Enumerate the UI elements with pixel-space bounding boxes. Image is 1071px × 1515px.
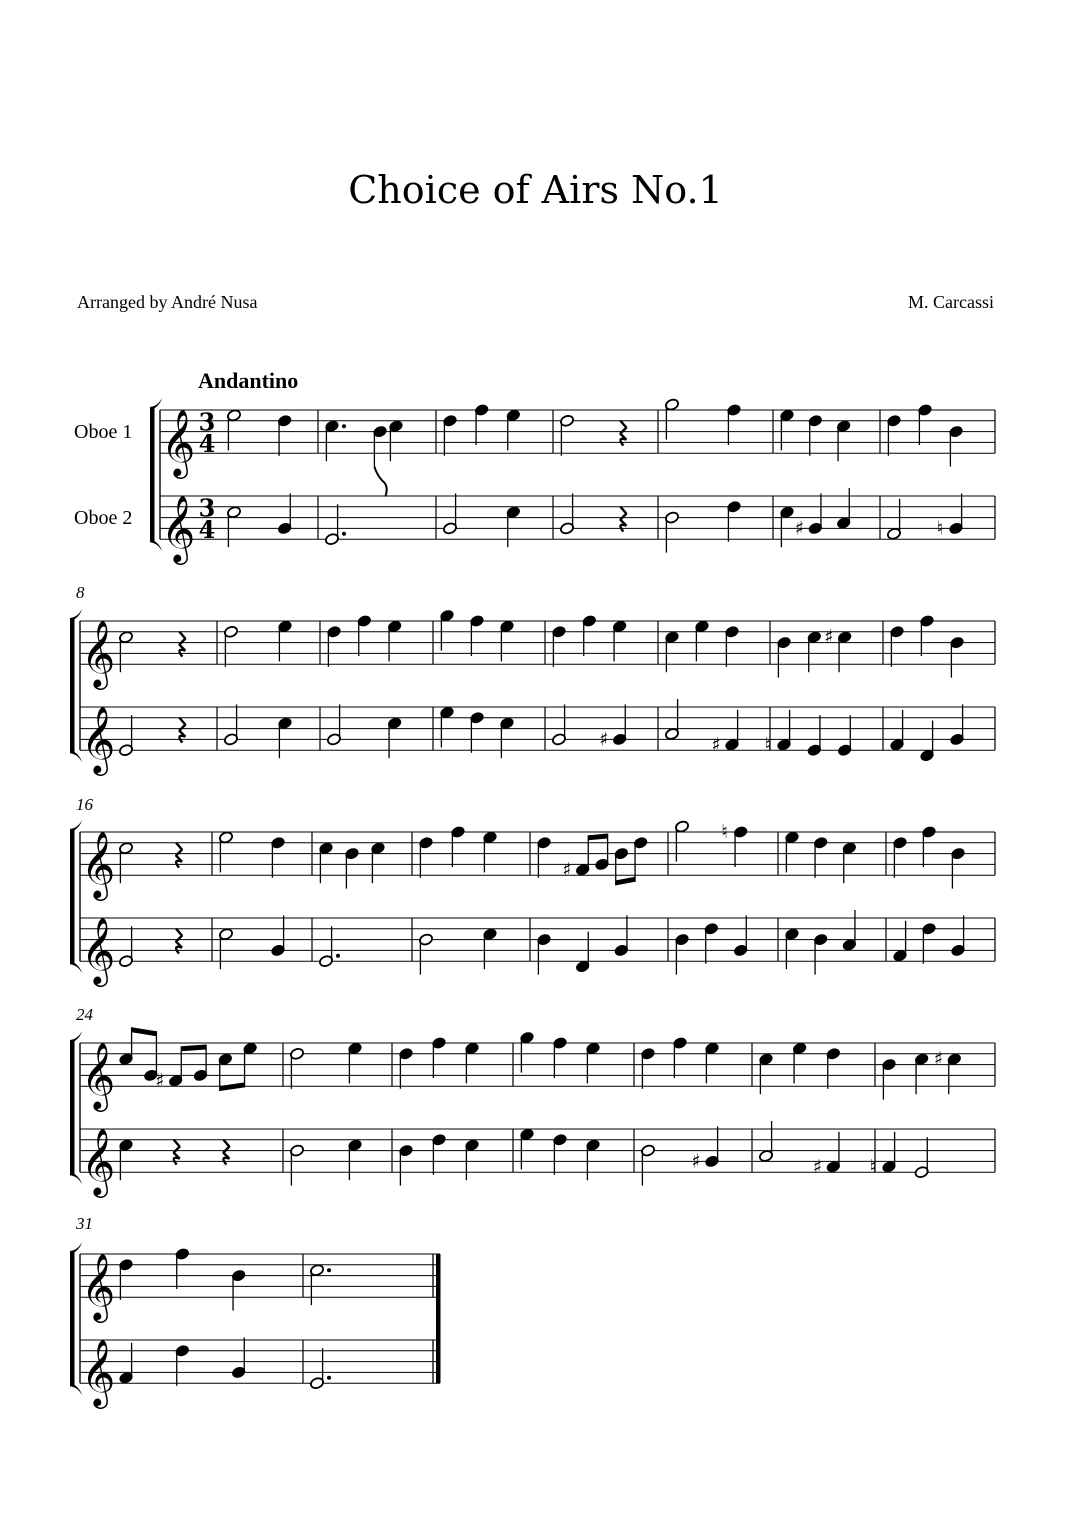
beam	[181, 1045, 206, 1052]
system-4	[70, 1027, 995, 1198]
measure	[326, 614, 402, 758]
measure	[118, 1027, 257, 1180]
measure	[442, 403, 520, 547]
measure	[118, 631, 185, 757]
measure-number-24: 24	[76, 1005, 93, 1024]
measure	[309, 1264, 331, 1390]
quarter-rest-icon	[223, 1140, 229, 1165]
augmentation-dot	[342, 424, 346, 428]
quarter-rest-icon	[179, 632, 185, 657]
augmentation-dot	[327, 1268, 331, 1272]
beam	[220, 1082, 245, 1091]
measure	[118, 1247, 246, 1385]
sharp-icon: ♯	[711, 733, 721, 756]
natural-icon: ♮	[869, 1155, 877, 1178]
treble-clef-icon: 𝄞	[81, 1041, 116, 1110]
measure	[889, 614, 964, 762]
measure	[398, 1036, 479, 1185]
system-bracket	[70, 618, 75, 753]
measure	[223, 620, 292, 758]
measure	[318, 842, 385, 968]
quarter-rest-icon	[176, 843, 182, 868]
quarter-rest-icon	[179, 718, 185, 743]
measure	[664, 620, 739, 756]
sharp-icon: ♯	[794, 517, 804, 540]
treble-clef-icon: 𝄞	[81, 830, 116, 899]
measure-number-31: 31	[76, 1214, 93, 1233]
system-bracket	[70, 829, 75, 964]
measure	[886, 403, 963, 540]
measure	[765, 626, 853, 757]
measure	[324, 420, 403, 546]
beam	[616, 877, 635, 886]
measure	[218, 831, 285, 969]
treble-clef-icon: 𝄞	[161, 408, 196, 477]
final-barline-thick	[436, 1297, 441, 1340]
natural-icon: ♮	[721, 821, 729, 843]
treble-clef-icon: 𝄞	[161, 494, 196, 563]
measure	[289, 1042, 362, 1186]
measure	[551, 614, 627, 750]
time-signature-numerator: 3	[198, 493, 216, 523]
measure	[870, 1048, 962, 1179]
sharp-icon: ♯	[599, 728, 609, 751]
measure	[779, 409, 851, 547]
instrument-label-oboe-1: Oboe 1	[74, 421, 133, 443]
sharp-icon: ♯	[812, 1155, 822, 1178]
measure	[118, 842, 182, 968]
time-signature-denominator: 4	[198, 429, 216, 459]
augmentation-dot	[327, 1376, 331, 1380]
measure-number-16: 16	[76, 795, 93, 814]
instrument-label-oboe-2: Oboe 2	[74, 507, 133, 529]
quarter-rest-icon	[620, 421, 626, 446]
measure	[226, 409, 292, 547]
measure	[559, 414, 626, 535]
quarter-rest-icon	[176, 929, 182, 954]
sharp-icon: ♯	[155, 1069, 165, 1092]
measure	[536, 834, 648, 975]
sharp-icon: ♯	[824, 626, 834, 649]
time-signature-denominator: 4	[198, 515, 216, 545]
system-5	[70, 1242, 441, 1409]
treble-clef-icon: 𝄞	[81, 1127, 116, 1196]
measure	[418, 825, 497, 974]
natural-icon: ♮	[936, 517, 944, 540]
treble-clef-icon: 𝄞	[81, 1252, 116, 1321]
treble-clef-icon: 𝄞	[81, 916, 116, 985]
natural-icon: ♮	[764, 733, 772, 756]
measure	[784, 831, 856, 975]
final-barline-thick	[436, 1254, 441, 1297]
measure	[640, 1036, 719, 1185]
sharp-icon: ♯	[691, 1150, 701, 1173]
composer-credit: M. Carcassi	[908, 292, 994, 312]
arranger-credit: Arranged by André Nusa	[77, 292, 258, 312]
tempo-marking: Andantino	[198, 368, 299, 393]
quarter-rest-icon	[620, 507, 626, 532]
system-2	[70, 609, 995, 776]
score-title: Choice of Airs No.1	[348, 168, 723, 212]
treble-clef-icon: 𝄞	[81, 1338, 116, 1407]
quarter-rest-icon	[174, 1140, 180, 1165]
system-3	[70, 820, 995, 987]
measure-number-8: 8	[76, 583, 85, 602]
system-bracket	[70, 1251, 75, 1386]
system-bracket	[70, 1040, 75, 1175]
measure	[892, 825, 965, 963]
final-barline-thick	[436, 1340, 441, 1383]
eighth-flag-icon	[374, 467, 386, 497]
sharp-icon: ♯	[562, 858, 572, 881]
measure	[758, 1042, 840, 1178]
treble-clef-icon: 𝄞	[81, 619, 116, 688]
beam	[588, 834, 607, 841]
beam	[132, 1027, 157, 1036]
treble-clef-icon: 𝄞	[81, 705, 116, 774]
sharp-icon: ♯	[933, 1048, 943, 1071]
augmentation-dot	[336, 954, 340, 958]
system-bracket	[150, 407, 155, 542]
system-1	[150, 398, 995, 565]
time-signature-numerator: 3	[198, 407, 216, 437]
augmentation-dot	[342, 532, 346, 536]
